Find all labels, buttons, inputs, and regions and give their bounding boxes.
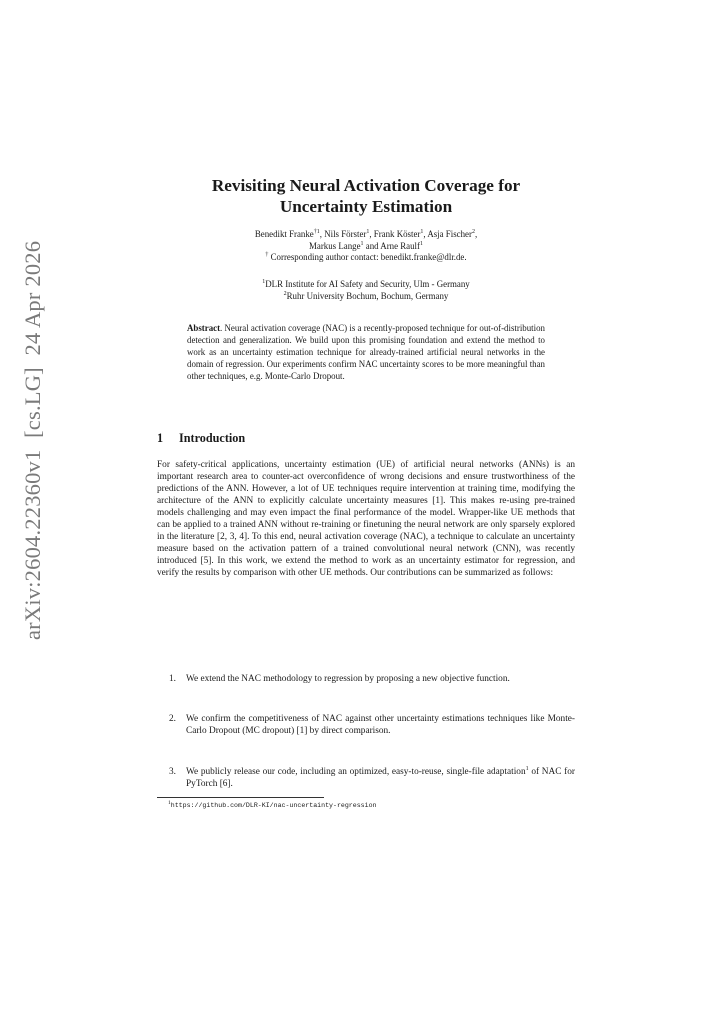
author-franke-mark: †1 [313, 229, 320, 236]
author-lange: Markus Lange [309, 240, 361, 251]
author-raulf-mark: 1 [419, 240, 423, 247]
arxiv-stamp-text: arXiv:2604.22360v1 [cs.LG] 24 Apr 2026 [20, 240, 45, 640]
list-item-text-start: We publicly release our code, including an optimized, easy-to-reuse, single-file adaptation [186, 767, 526, 777]
list-item-number: 2. [169, 714, 176, 724]
affiliation-2-text: Ruhr University Bochum, Bochum, Germany [286, 290, 449, 301]
list-item-number: 3. [169, 767, 176, 777]
affiliation-2 [157, 291, 575, 303]
affiliations [157, 279, 575, 302]
footnote-rule [157, 797, 324, 798]
author-raulf: and Arne Raulf [363, 240, 420, 251]
abstract-label: Abstract [187, 323, 221, 333]
author-lange-mark: 1 [360, 240, 364, 247]
affiliation-1-text: DLR Institute for AI Safety and Security, Ulm - Germany [265, 279, 470, 289]
list-item-text: We extend the NAC methodology to regression by proposing a new objective function. [186, 674, 510, 684]
author-line-2 [157, 241, 575, 253]
affiliation-1-mark: 1 [262, 279, 266, 286]
affiliation-1 [157, 279, 575, 291]
author-fischer-mark: 2 [471, 229, 475, 236]
list-item-text [186, 766, 575, 790]
footnote-ref[interactable]: 1 [525, 765, 529, 772]
footnote [168, 801, 377, 810]
abstract-text: . Neural activation coverage (NAC) is a recently-proposed technique for out-of-distribution detection and generalization. We build upon this promising foundation and extend the method to work as an uncertainty estimation technique for already-trained artificial neural networks in the domain of regression. Our experiments confirm NAC uncertainty scores to be more meaningful than other techniques, e.g. Monte-Carlo Dropout. [187, 323, 545, 381]
author-forster-mark: 1 [366, 229, 370, 236]
intro-paragraph: For safety-critical applications, uncertainty estimation (UE) of artificial neural networks (ANNs) is an important research area to counter-act overconfidence of wrong decisions and ensure trustworthiness of the predictions of the ANN. However, a lot of UE techniques require intervention at training time, modifying the architecture of the ANN to explicitly calculate uncertainty measures [1]. This makes re-using pre-trained models challenging and may even impact the final performance of the model. Wrapper-like UE methods that can be applied to a trained ANN without re-training or finetuning the neural network are only sparsely explored in the literature [2, 3, 4]. To this end, neural activation coverage (NAC), a technique to calculate an uncertainty measure based on the activation pattern of a trained convolutional neural network (CNN), was recently introduced [5]. In this work, we extend the method to work as an uncertainty estimator for regression, and verify the results by comparison with other UE methods. Our contributions can be summarized as follows: [157, 460, 575, 579]
author-line-1 [157, 229, 575, 241]
title-line-2: Uncertainty Estimation [279, 197, 453, 216]
abstract [187, 322, 545, 382]
section-number: 1 [157, 431, 164, 445]
footnote-mark: 1 [168, 799, 171, 806]
list-item-number: 1. [169, 674, 176, 684]
affiliation-2-mark: 2 [283, 290, 287, 297]
paper-title [157, 175, 575, 217]
list-item-text-end: of NAC for PyTorch [6]. [186, 767, 575, 790]
author-forster: , Nils Förster [319, 229, 367, 239]
author-koster: , Frank Köster [369, 229, 421, 239]
author-list [157, 229, 575, 264]
title-line-1: Revisiting Neural Activation Coverage for [211, 176, 521, 195]
section-title: Introduction [179, 431, 246, 445]
corresponding-author [157, 252, 575, 264]
author-fischer: , Asja Fischer [423, 229, 472, 239]
list-item-text: We confirm the competitiveness of NAC against other uncertainty estimations techniques like Monte-Carlo Dropout (MC dropout) [1] by direct comparison. [186, 714, 575, 737]
dagger-mark: † [265, 252, 269, 259]
section-heading [157, 431, 245, 446]
footnote-url-link[interactable]: https://github.com/DLR-KI/nac-uncertainty-regression [170, 802, 377, 809]
contact-text: Corresponding author contact: benedikt.franke@dlr.de. [268, 252, 467, 263]
author-separator: , [474, 229, 478, 239]
author-franke: Benedikt Franke [254, 229, 314, 239]
author-koster-mark: 1 [420, 229, 424, 236]
